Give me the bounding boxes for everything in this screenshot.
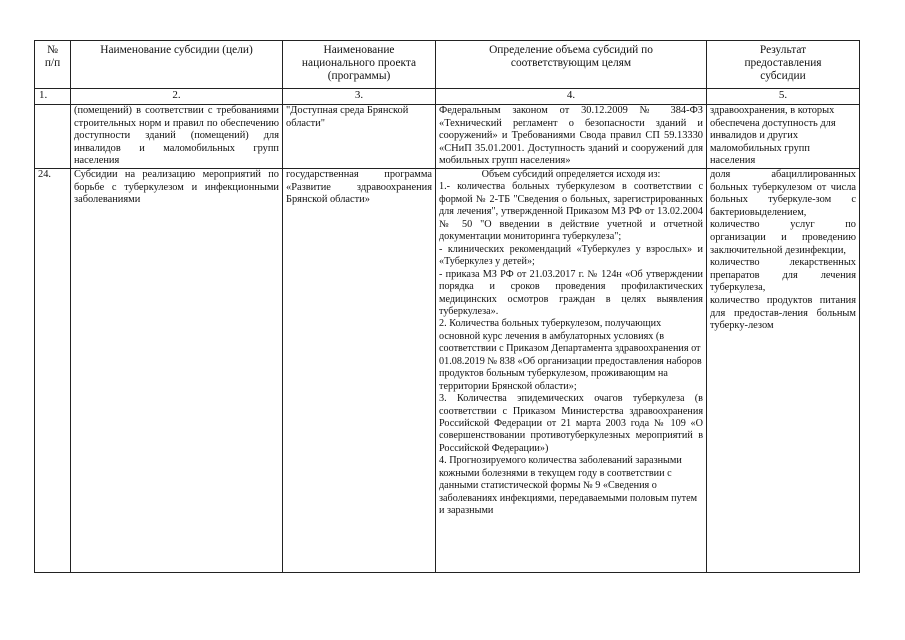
result-paragraph: количество продуктов питания для предостав-ления больным туберку-лезом (710, 294, 856, 332)
volume-definition (436, 168, 707, 572)
program-name: "Доступная среда Брянской области" (283, 105, 436, 169)
subsidy-name: Субсидии на реализацию мероприятий по борьбе с туберкулезом и инфекционными заболеваниями (71, 168, 283, 572)
header-volume-definition: Определение объема субсидий по соответствующим целям (436, 41, 707, 89)
header-subsidy-name: Наименование субсидии (цели) (71, 41, 283, 89)
result-paragraph: доля абациллированных больных туберкулезом от числа больных туберкуле-зом с бактериовыделением, (710, 168, 856, 218)
volume-paragraph: - приказа МЗ РФ от 21.03.2017 г. № 124н «Об утверждении порядка и сроков проведения профилактических медицинских осмотров граждан в целях выявления туберкулеза». (439, 268, 703, 317)
subsidy-table (34, 40, 860, 573)
volume-paragraph: Объем субсидий определяется исходя из: (481, 168, 661, 180)
volume-paragraph: 1.- количества больных туберкулезом в соответствии с формой № 2-ТБ "Сведения о больных, зарегистрированных для лечения", утвержденной Приказом МЗ РФ от 13.02.2004 № 50 "О введении в действие учетной и отчетной документации мониторинга туберкулеза"; (439, 181, 703, 243)
row-number: 24. (35, 168, 71, 572)
result-paragraph: количество лекарственных препаратов для лечения туберкулеза, (710, 257, 856, 294)
program-name: государственная программа «Развитие здравоохранения Брянской области» (283, 168, 436, 572)
column-number: 2. (71, 89, 283, 105)
column-number: 3. (283, 89, 436, 105)
header-project-name: Наименование национального проекта (программы) (283, 41, 436, 89)
table-row (35, 105, 860, 169)
subsidy-result (707, 168, 860, 572)
volume-paragraph: 4. Прогнозируемого количества заболеваний заразными кожными болезнями в текущем году в соответствии с данными статистической формы № 9 «Сведения о заболеваниях инфекциями, передаваемыми половым путем и заразными (439, 455, 698, 517)
result-paragraph: количество услуг по организации и проведению заключительной дезинфекции, (710, 219, 856, 256)
volume-paragraph: 3. Количества эпидемических очагов туберкулеза (в соответствии с Приказом Министерства здравоохранения Российской Федерации от 21 марта 2003 года № 109 «О совершенствовании противотуберкулезных мероприятий в Российской Федерации») (439, 393, 703, 454)
header-row (35, 41, 860, 89)
subsidy-result: здравоохранения, в которых обеспечена доступность для инвалидов и других маломобильных групп населения (707, 105, 860, 169)
column-number: 5. (707, 89, 860, 105)
column-number: 1. (35, 89, 71, 105)
column-number: 4. (436, 89, 707, 105)
table-row (35, 168, 860, 572)
volume-definition: Федеральным законом от 30.12.2009 № 384-ФЗ «Технический регламент о безопасности зданий и сооружений» и Требованиями Свода правил СП 59.13330 «СНиП 35.01.2001. Доступность зданий и сооружений для мобильных групп населения» (436, 105, 707, 169)
header-result: Результат предоставления субсидии (707, 41, 860, 89)
row-number (35, 105, 71, 169)
subsidy-name: (помещений) в соответствии с требованиями строительных норм и правил по обеспечению доступности зданий (помещений) для инвалидов и маломобильных групп населения (71, 105, 283, 169)
header-number: № п/п (35, 41, 71, 89)
volume-paragraph: - клинических рекомендаций «Туберкулез у взрослых» и «Туберкулез у детей»; (439, 243, 703, 268)
column-number-row (35, 89, 860, 105)
volume-paragraph: 2. Количества больных туберкулезом, получающих основной курс лечения в амбулаторных условиях (в соответствии с Приказом Департамента здравоохранения от 01.08.2019 № 838 «Об организации предоставления наборов продуктов больным туберкулезом, проживающим на территории Брянской области»; (439, 318, 702, 392)
